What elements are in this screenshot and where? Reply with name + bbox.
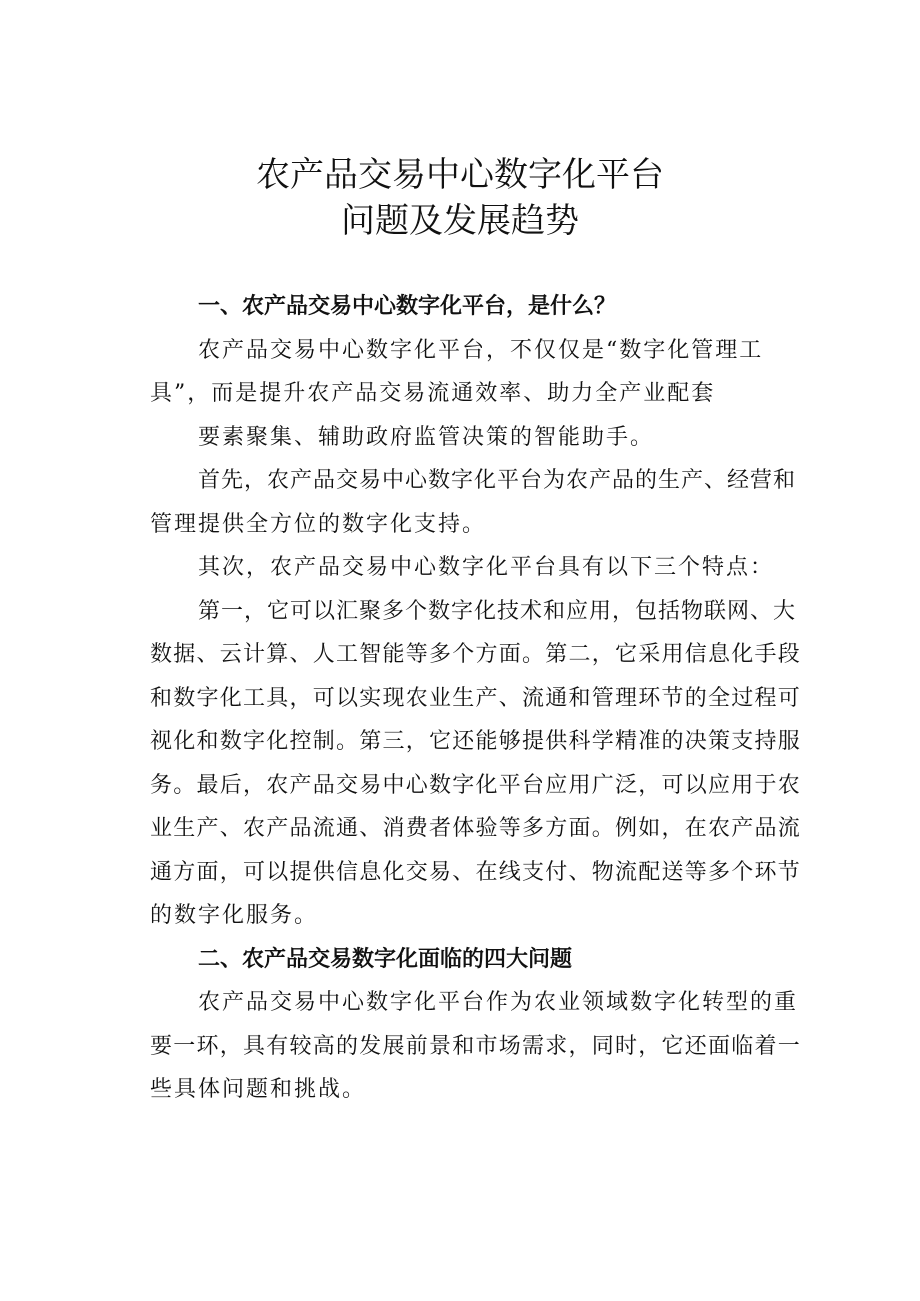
paragraph-line: 首先，农产品交易中心数字化平台为农产品的生产、经营和 [198,468,797,493]
paragraph-line: 要素聚集、辅助政府监管决策的智能助手。 [198,424,655,450]
paragraph-line: 务。最后，农产品交易中心数字化平台应用广泛，可以应用于农 [150,772,802,798]
section-1-paragraph-4 [150,546,802,590]
paragraph-line: 和数字化工具，可以实现农业生产、流通和管理环节的全过程可 [150,685,802,711]
section-2-heading: 二、农产品交易数字化面临的四大问题 [198,946,573,972]
paragraph-line: 农产品交易中心数字化平台作为农业领域数字化转型的重 [198,990,799,1015]
document-title [0,152,920,244]
paragraph-line: 第一，它可以汇聚多个数字化技术和应用，包括物联网、大 [198,598,797,624]
section-1-paragraph-3 [150,459,802,546]
title-line-1: 农产品交易中心数字化平台 [256,155,664,195]
paragraph-line: 管理提供全方位的数字化支持。 [150,511,487,537]
section-1-paragraph-2 [150,416,802,460]
paragraph-line: 数据、云计算、人工智能等多个方面。第二，它采用信息化手段 [150,642,802,667]
paragraph-line: 通方面，可以提供信息化交易、在线支付、物流配送等多个环节 [150,859,802,885]
paragraph-line: 要一环，具有较高的发展前景和市场需求，同时，它还面临着一 [150,1033,802,1059]
paragraph-line: 些具体问题和挑战。 [150,1077,367,1102]
section-2-paragraph-1 [150,981,802,1112]
paragraph-line: 视化和数字化控制。第三，它还能够提供科学精准的决策支持服 [150,729,802,754]
paragraph-line: 农产品交易中心数字化平台，不仅仅是“数字化管理工 [198,337,764,363]
paragraph-line: 业生产、农产品流通、消费者体验等多方面。例如，在农产品流 [150,816,802,841]
paragraph-line: 具”，而是提升农产品交易流通效率、助力全产业配套 [150,381,716,406]
document-body [150,285,802,1112]
paragraph-line: 其次，农产品交易中心数字化平台具有以下三个特点： [198,555,775,580]
section-1-heading: 一、农产品交易中心数字化平台，是什么？ [198,294,617,319]
section-1-paragraph-5 [150,590,802,938]
title-line-2: 问题及发展趋势 [341,201,579,241]
section-1-paragraph-1 [150,329,802,416]
paragraph-line: 的数字化服务。 [150,903,319,928]
